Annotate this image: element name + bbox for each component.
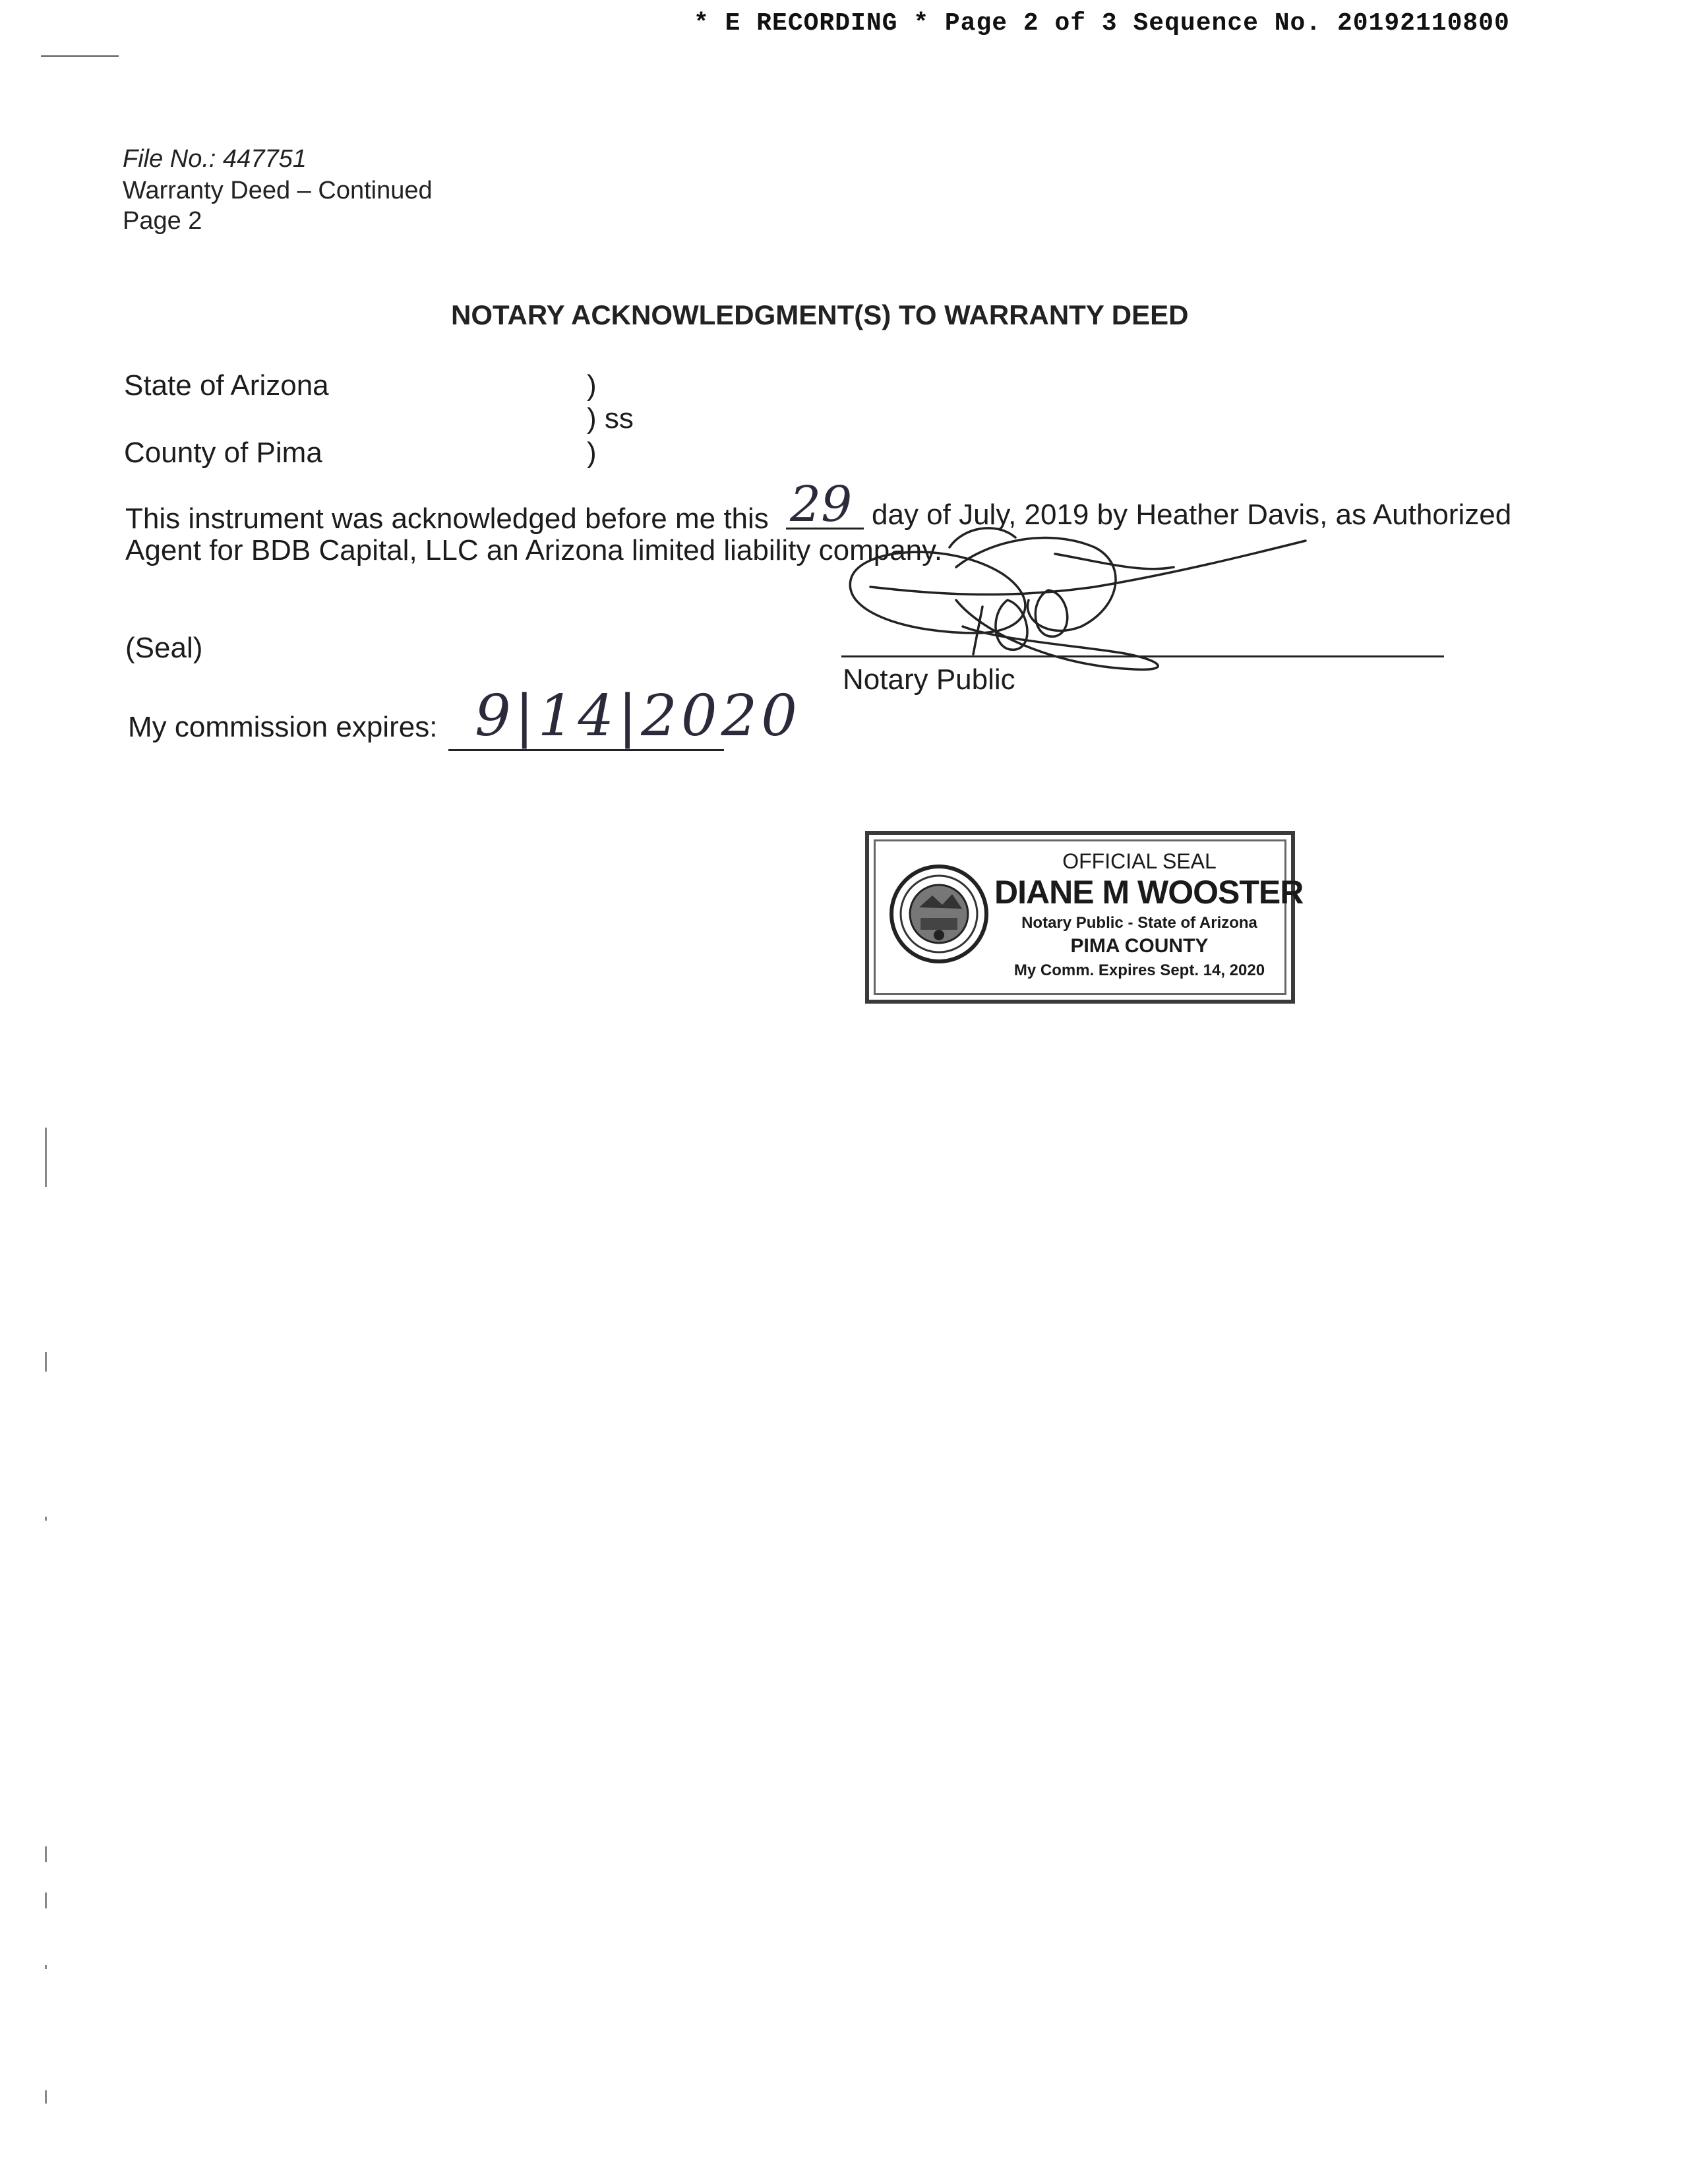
scan-speck: [45, 1846, 47, 1862]
seal-heading: OFFICIAL SEAL: [1062, 849, 1217, 873]
scan-speck: [45, 1965, 47, 1969]
notary-public-label: Notary Public: [843, 663, 1015, 696]
page-heading: NOTARY ACKNOWLEDGMENT(S) TO WARRANTY DEED: [451, 299, 1189, 330]
acknowledgment-line1-start: This instrument was acknowledged before me this: [125, 502, 769, 535]
file-number-line: [123, 144, 307, 174]
seal-notary-name: DIANE M WOOSTER: [994, 874, 1304, 911]
seal-notary-title: Notary Public - State of Arizona: [1021, 914, 1257, 932]
file-number-value: 447751: [223, 145, 307, 173]
document-title: Warranty Deed – Continued: [123, 177, 433, 204]
recording-stamp: * E RECORDING * Page 2 of 3 Sequence No. 20192110800: [694, 9, 1510, 38]
scan-speck: [45, 1893, 47, 1908]
venue-state: State of Arizona: [124, 369, 329, 402]
handwritten-day: 29: [790, 476, 853, 533]
seal-label: (Seal): [125, 632, 203, 664]
page-label: Page 2: [123, 207, 202, 235]
venue-county: County of Pima: [124, 437, 322, 469]
venue-paren-ss: ) ss: [587, 402, 634, 435]
handwritten-commission-date: 9|14|2020: [475, 683, 801, 749]
scan-speck: [45, 1517, 47, 1521]
official-notary-seal: [865, 831, 1304, 1004]
scan-speck: [45, 1352, 47, 1372]
seal-county: PIMA COUNTY: [1070, 935, 1209, 957]
notary-signature: [831, 501, 1332, 699]
venue-paren-top: ): [587, 369, 597, 402]
scan-speck: [45, 2090, 47, 2104]
venue-paren-bottom: ): [587, 437, 597, 469]
file-number-label: File No.:: [123, 145, 216, 173]
arizona-state-seal-icon: [886, 861, 992, 967]
seal-commission-expires: My Comm. Expires Sept. 14, 2020: [1013, 961, 1265, 979]
commission-date-line: [448, 749, 724, 751]
scan-speck: [45, 1128, 47, 1187]
commission-label: My commission expires:: [128, 711, 438, 743]
acknowledgment-line1-end: day of July, 2019 by Heather Davis, as Authorized: [872, 499, 1512, 531]
acknowledgment-line2: Agent for BDB Capital, LLC an Arizona limited liability company.: [125, 534, 943, 566]
scan-mark: [41, 55, 119, 57]
